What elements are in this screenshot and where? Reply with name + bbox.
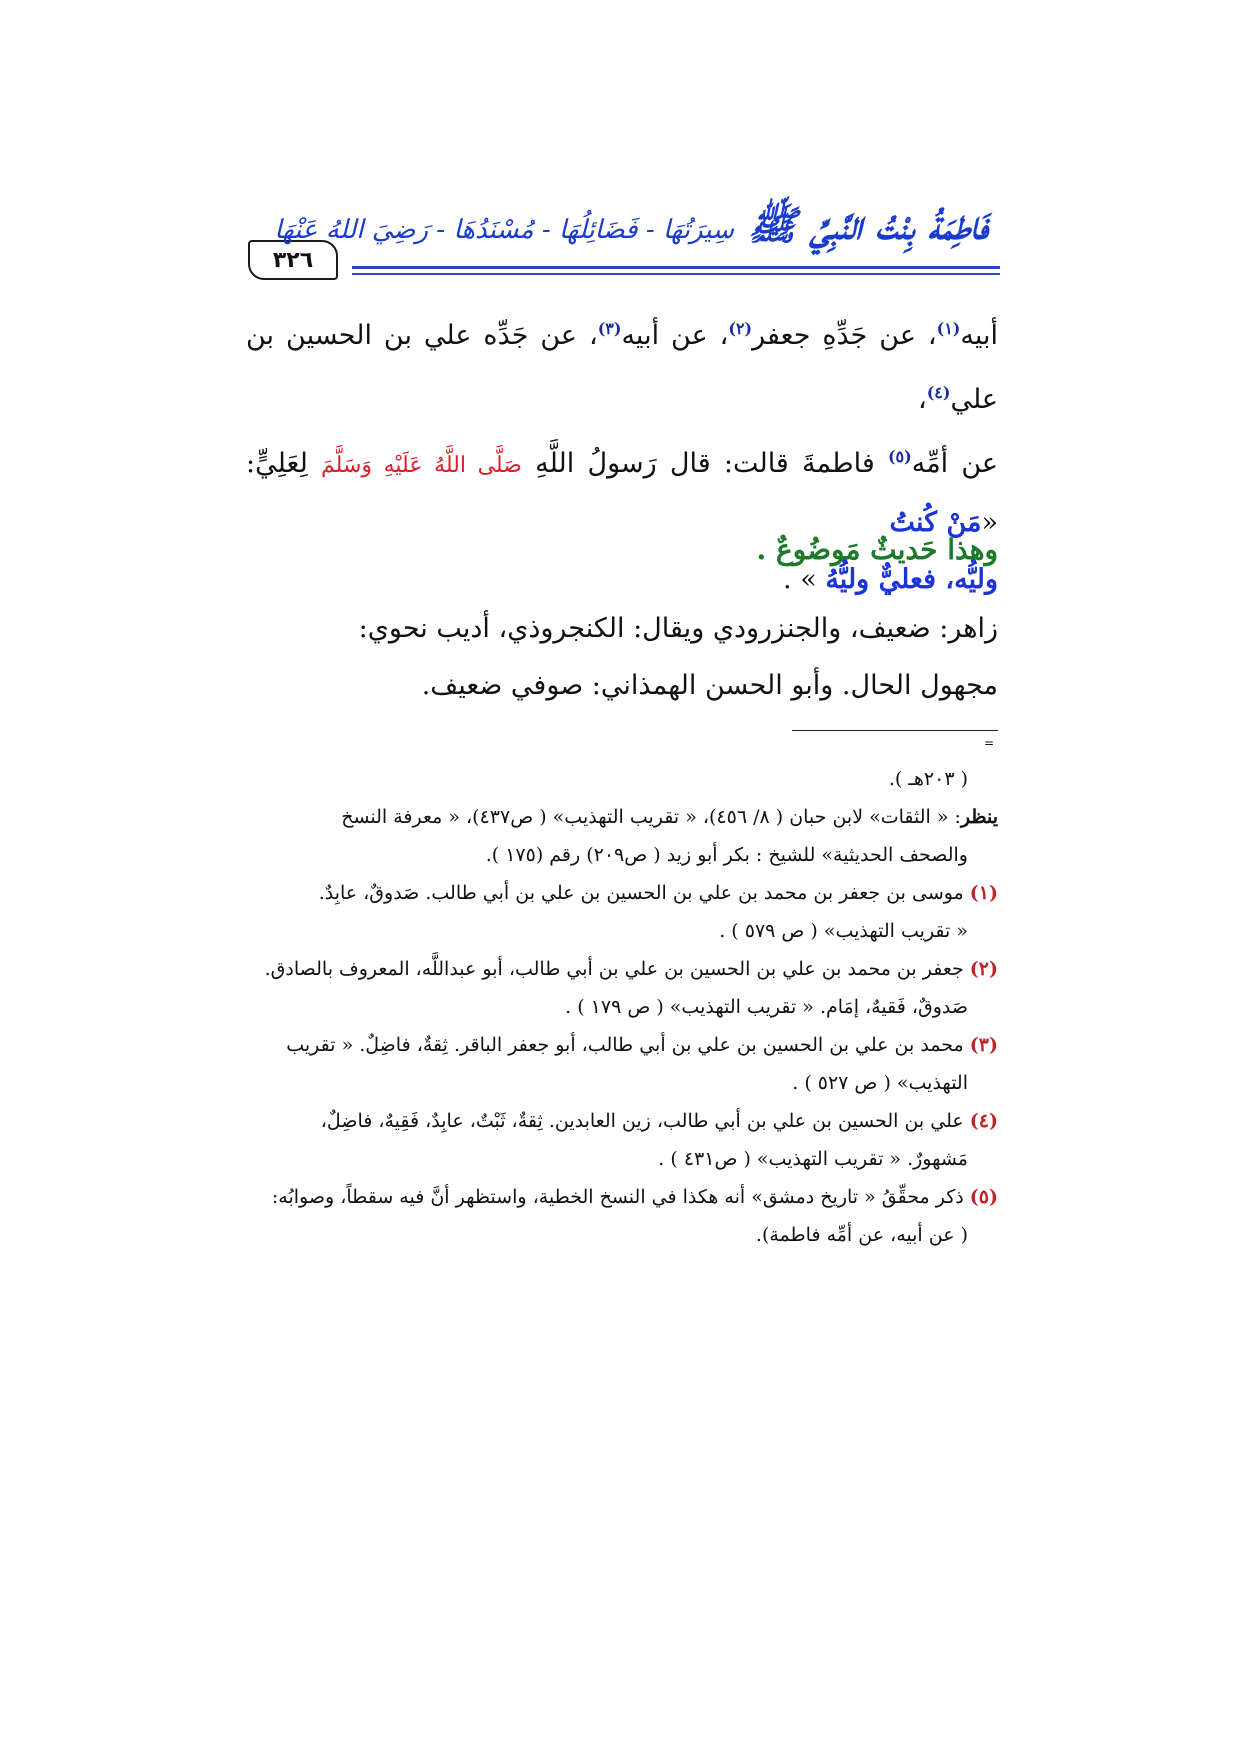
footnote-line: ( عن أبيه، عن أمِّه فاطمة). (755, 1224, 968, 1246)
footnote-line: « تقريب التهذيب» ( ص ٥٧٩ ) . (719, 920, 968, 942)
footnote-number: (١) (969, 882, 998, 904)
text-span: محمد بن علي بن الحسين بن علي بن أبي طالب، أبو جعفر الباقر. ثِقةٌ، فاضِلٌ. « تقريب (286, 1034, 964, 1056)
hadith-verdict: وهذا حَديثٌ مَوضُوعٌ . (756, 533, 998, 566)
footnote-item (246, 950, 998, 988)
footnote-line (246, 798, 998, 836)
text-span: ، عن جَدِّهِ جعفر (752, 320, 937, 351)
text-span: أبيه (960, 320, 999, 351)
text-span: فاطمةَ قالت: قال رَسولُ اللَّهِ (521, 448, 888, 479)
footnote-item (246, 1026, 998, 1064)
text-line (246, 300, 998, 428)
text-span: عن أمِّه (911, 448, 999, 479)
text-span: : « الثقات» لابن حبان ( ٨/ ٤٥٦)، « تقريب التهذيب» ( ص٤٣٧)، « معرفة النسخ (341, 806, 961, 828)
header-rule (352, 266, 1000, 269)
footnote-number: (٢) (969, 958, 998, 980)
footnote-item (246, 1102, 998, 1140)
hadith-text: وليُّه، فعليٌّ وليُّهُ (825, 564, 998, 595)
footnote-item (246, 1178, 998, 1216)
book-subtitle: سِيرَتُهَا - فَضَائِلُهَا - مُسْنَدُهَا - رَضِيَ اللهُ عَنْهَا (274, 215, 734, 245)
text-span: ، عن جَدِّه علي بن الحسين بن علي (246, 320, 998, 415)
text-span: ، (917, 384, 927, 415)
footnote-separator (792, 730, 998, 731)
text-line: زاهر: ضعيف، والجنزرودي ويقال: الكنجروذي، أديب نحوي: (358, 613, 998, 644)
text-span: لِعَلِيٍّ: « (246, 448, 998, 538)
footnote-number: (٣) (969, 1034, 998, 1056)
text-span: » . (783, 564, 826, 595)
footnote-line: والصحف الحديثية» للشيخ : بكر أبو زيد ( ص٢٠٩) رقم (١٧٥ ). (485, 844, 968, 866)
footnote-number: (٤) (969, 1110, 998, 1132)
salawat-glyph: صَلَّى اللَّهُ عَلَيْهِ وَسَلَّمَ (321, 453, 522, 478)
footnote-item (246, 874, 998, 912)
footnote-line: ( ٢٠٣هـ ). (888, 768, 968, 790)
footnote-number: (٥) (969, 1186, 998, 1208)
footnote-ref[interactable]: (١) (936, 319, 961, 338)
narrator-notes (246, 600, 998, 714)
header-rule (352, 273, 1000, 275)
footnote-ref[interactable]: (٥) (887, 447, 912, 466)
separator-mark: = (984, 736, 995, 750)
footnote-ref[interactable]: (٣) (597, 319, 622, 338)
book-title: فَاطِمَةُ بِنْتُ النَّبِيِّ ﷺ (748, 202, 988, 249)
footnote-line: مَشهورٌ. « تقريب التهذيب» ( ص٤٣١ ) . (658, 1148, 968, 1170)
footnote-keyword: ينظر (960, 806, 998, 828)
text-span: ، عن أبيه (621, 320, 729, 351)
text-span: ذكر محقِّقُ « تاريخ دمشق» أنه هكذا في النسخ الخطية، واستظهر أنَّ فيه سقطاً، وصوابُه: (271, 1186, 964, 1208)
text-span: جعفر بن محمد بن علي بن الحسين بن علي بن أبي طالب، أبو عبداللَّه، المعروف بالصادق. (264, 958, 964, 980)
footnote-ref[interactable]: (٤) (926, 383, 951, 402)
text-span: علي بن الحسين بن علي بن أبي طالب، زين العابدين. ثِقةٌ، ثَبْتٌ، عابِدٌ، فَقِيهٌ، فاضِلٌ، (320, 1110, 964, 1132)
footnotes (246, 760, 998, 1254)
text-span: موسى بن جعفر بن محمد بن علي بن الحسين بن علي بن أبي طالب. صَدوقٌ، عابِدٌ. (318, 882, 964, 904)
hadith-text: مَنْ كُنتُ (889, 507, 982, 538)
text-line: مجهول الحال. وأبو الحسن الهمذاني: صوفي ضعيف. (421, 670, 998, 701)
header-title-group (274, 198, 988, 262)
footnote-line: التهذيب» ( ص ٥٢٧ ) . (792, 1072, 968, 1094)
page-number: ٣٢٦ (248, 240, 338, 280)
page-header (248, 198, 1000, 284)
footnote-ref[interactable]: (٢) (728, 319, 753, 338)
footnote-line: صَدوقٌ، فَقيهٌ، إمَام. « تقريب التهذيب» ( ص ١٧٩ ) . (565, 996, 968, 1018)
